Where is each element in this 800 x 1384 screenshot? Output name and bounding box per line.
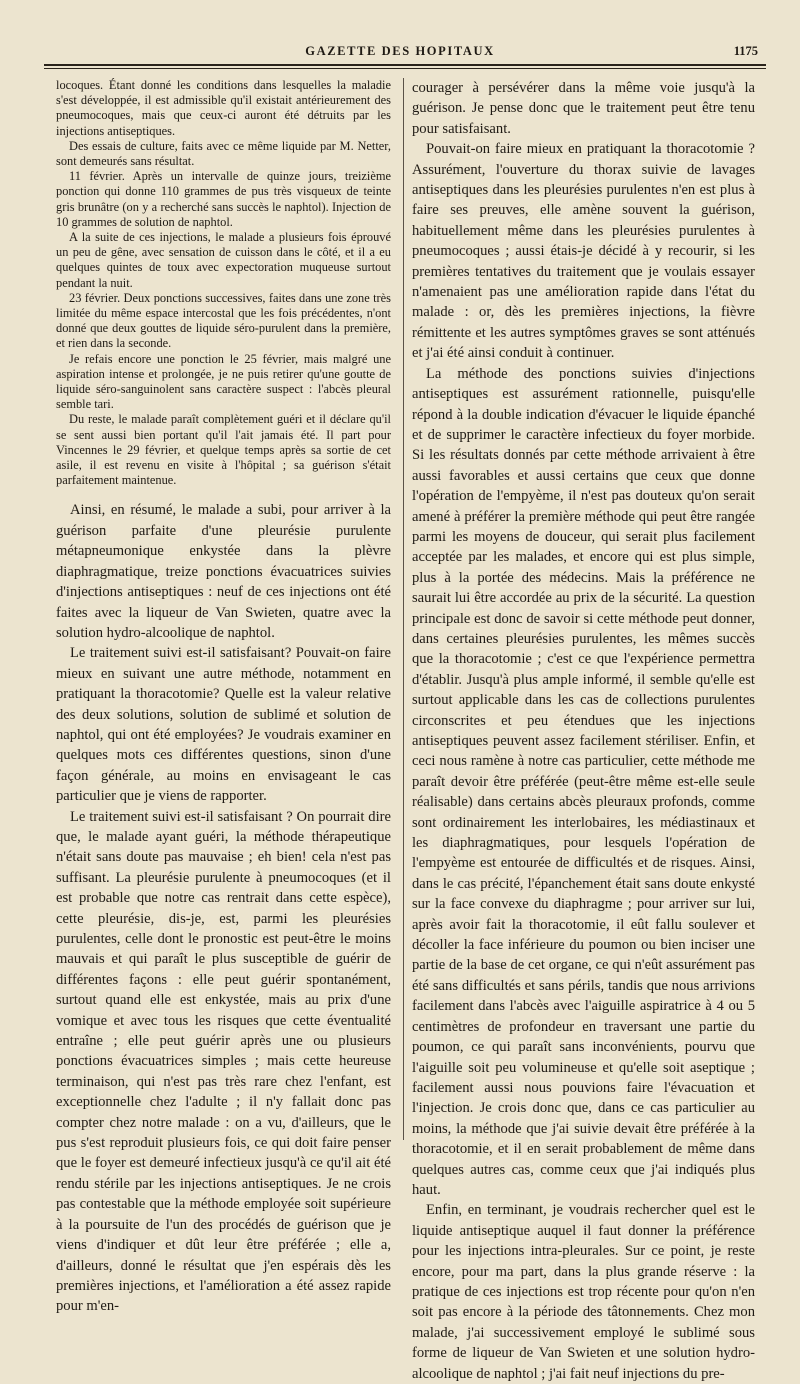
- discussion: [56, 500, 391, 1316]
- paragraph: Pouvait-on faire mieux en pratiquant la thoracotomie ? Assurément, l'ouverture du thorax suivie de lavages antiseptiques dans les pleurésies purulentes n'en est plus à faire ses preuves, elle amène souvent la guérison, habituellement même dans les pleurésies purulentes à pneumocoques ; aussi étais-je décidé à y recourir, si les premières tentatives du traitement que je voulais essayer n'amenaient pas une amélioration rapide dans l'état du malade : or, dès les premières injections, la fièvre rémittente et les autres symptômes graves se sont atténués et j'ai été ainsi conduit à continuer.: [412, 141, 755, 362]
- case-notes: [56, 78, 391, 488]
- page-number: 1175: [733, 44, 758, 58]
- running-title: GAZETTE DES HOPITAUX: [305, 44, 495, 58]
- header-rule-thin: [44, 68, 766, 69]
- paragraph: A la suite de ces injections, le malade a plusieurs fois éprouvé un peu de gêne, avec sensation de cuisson dans le côté, et il a eu quelques quintes de toux avec expectoration muqueuse surtout pendant la nuit.: [56, 230, 391, 290]
- paragraph: Du reste, le malade paraît complètement guéri et il déclare qu'il se sent aussi bien portant qu'il l'ait jamais été. Il part pour Vincennes le 29 février, et quelque temps après sa sortie de cet asile, il est revenu en visite à l'hôpital ; sa guérison s'était parfaitement maintenue.: [56, 412, 391, 488]
- paragraph: 23 février. Deux ponctions successives, faites dans une zone très limitée du même espace intercostal que les fois précédentes, n'ont donné que deux gouttes de liquide séro-purulent dans la première, et rien dans la seconde.: [56, 290, 391, 351]
- left-column: [56, 78, 391, 1317]
- paragraph: locoques. Étant donné les conditions dans lesquelles la maladie s'est développée, il est admissible qu'il existait antérieurement des pneumocoques, mais que ceux-ci auront été détruits par les injections antiseptiques.: [56, 78, 391, 138]
- paragraph: Ainsi, en résumé, le malade a subi, pour arriver à la guérison parfaite d'une pleurésie purulente métapneumonique enkystée dans la plèvre diaphragmatique, treize ponctions évacuatrices suivies d'injections antiseptiques : neuf de ces injections ont été faites avec la liqueur de Van Swieten, quatre avec la solution hydro-alcoolique de naphtol.: [56, 502, 391, 641]
- paragraph: Le traitement suivi est-il satisfaisant ? On pourrait dire que, le malade ayant guéri, la méthode thérapeutique n'était sans doute pas mauvaise ; eh bien! cela n'est pas suffisant. La pleurésie purulente à pneumocoques (et il est probable que notre cas rentrait dans cette espèce), cette pleurésie, dis-je, est, parmi les pleurésies purulentes, celle dont le pronostic est peut-être le moins mauvais et qui paraît le plus susceptible de guérir de différentes façons : elle peut guérir spontanément, surtout quand elle est enkystée, mais au prix d'une vomique et avec tous les risques que cette éventualité entraîne ; elle peut guérir après une ou plusieurs ponctions évacuatrices simples ; mais cette heureuse terminaison, qui n'est pas très rare chez l'enfant, est exceptionnelle chez l'adulte ; il n'y fallait donc pas compter chez notre malade : on a vu, d'ailleurs, que le pus s'est reproduit plusieurs fois, ce qui doit faire penser que le foyer est demeuré infectieux jusqu'à ce qu'il ait été rendu stérile par les injections antiseptiques. Je ne crois pas contestable que la méthode employée soit supérieure à la poursuite de l'un des procédés de guérison que je viens d'indiquer et dût leur être préférée ; elle a, d'ailleurs, donné le résultat que j'en espérais dès les premières injections, et l'amélioration a été assez rapide pour m'en-: [56, 808, 391, 1315]
- paragraph: Je refais encore une ponction le 25 février, mais malgré une aspiration intense et prolongée, je ne puis retirer qu'une goutte de liquide séro-sanguinolent sans caractère suspect : l'abcès pleural semble tari.: [56, 351, 391, 412]
- paragraph: Des essais de culture, faits avec ce même liquide par M. Netter, sont demeurés sans résultat.: [56, 138, 391, 169]
- paragraph: La méthode des ponctions suivies d'injections antiseptiques est assurément rationnelle, puisqu'elle répond à la double indication d'évacuer le liquide épanché et de supprimer le caractère infectieux du foyer morbide. Si les résultats donnés par cette méthode arrivaient à être aussi favorables et aussi certains que ceux que donne l'opération de l'empyème, il n'est pas douteux qu'on serait amené à préférer la première méthode qui peut être rangée parmi les moyens de douceur, qui serait plus facilement acceptée par les malades, et encore qui est plus simple, plus à la portée des médecins. Mais la préférence ne saurait lui être accordée au prix de la sécurité. La question principale est donc de savoir si cette méthode peut donner, dans certaines pleurésies purulentes, les mêmes succès que la thoracotomie ; c'est ce que l'expérience permettra d'établir. Jusqu'à plus ample informé, il semble qu'elle est surtout applicable dans les cas de collections purulentes circonscrites et peu étendues que les injections antiseptiques peuvent assez facilement stériliser. Enfin, et ceci nous ramène à notre cas particulier, cette méthode me paraît devoir être préférée (peut-être même est-elle seule réalisable) dans certains abcès pleuraux profonds, comme sont ordinairement les interlobaires, les médiastinaux et les diaphragmatiques, pour lesquels l'opération de l'empyème est entourée de difficultés et de risques. Ainsi, dans le cas précité, l'épanchement était sans doute enkysté sur la face convexe du diaphragme ; pour arriver sur lui, après avoir fait la thoracotomie, il eût fallu soulever et décoller la face inférieure du poumon ou bien inciser une partie de la base de cet organe, ce qui n'eût assurément pas été sans difficultés et sans périls, tandis que nous arrivions facilement dans l'abcès avec l'aiguille aspiratrice à 4 ou 5 centimètres de profondeur en traversant une partie du poumon, ce qui paraît sans inconvénients, pourvu que l'aiguille soit peu volumineuse et qu'elle soit aseptique ; facilement aussi nous pouvions faire l'évacuation et l'injection. Je crois donc que, dans ce cas particulier au moins, la méthode que j'ai suivie devait être préférée à la thoracotomie, et il en serait probablement de même dans quelques autres cas, comme ceux que j'ai indiqués plus haut.: [412, 365, 755, 1198]
- paragraph: 11 février. Après un intervalle de quinze jours, treizième ponction qui donne 110 grammes de pus très visqueux de teinte gris brunâtre (on y a recherché sans succès le naphtol). Injection de 10 grammes de solution de naphtol.: [56, 169, 391, 229]
- paragraph: courager à persévérer dans la même voie jusqu'à la guérison. Je pense donc que le traitement peut être tenu pour satisfaisant.: [412, 80, 755, 137]
- header-rule: [44, 64, 766, 66]
- paragraph: Enfin, en terminant, je voudrais rechercher quel est le liquide antiseptique auquel il faut donner la préférence pour les injections intra-pleurales. Sur ce point, je reste encore, pour ma part, dans la plus grande réserve : la pratique de ces injections est trop récente pour qu'on n'en soit pas encore à la période des tâtonnements. Chez mon malade, j'ai successivement employé le sublimé sous forme de liqueur de Van Swieten et une solution hydro-alcoolique de naphtol ; j'ai fait neuf injections du pre-: [412, 1202, 755, 1382]
- column-divider: [403, 78, 404, 1140]
- right-column: [412, 78, 755, 1384]
- paragraph: Le traitement suivi est-il satisfaisant? Pouvait-on faire mieux en suivant une autre méthode, notamment en pratiquant la thoracotomie? Quelle est la valeur relative des deux solutions, solution de sublimé et solution de naphtol, qui ont été employées? Je voudrais examiner en quelques mots ces différentes questions, sinon d'une façon générale, au moins en envisageant le cas particulier que je viens de rapporter.: [56, 645, 391, 805]
